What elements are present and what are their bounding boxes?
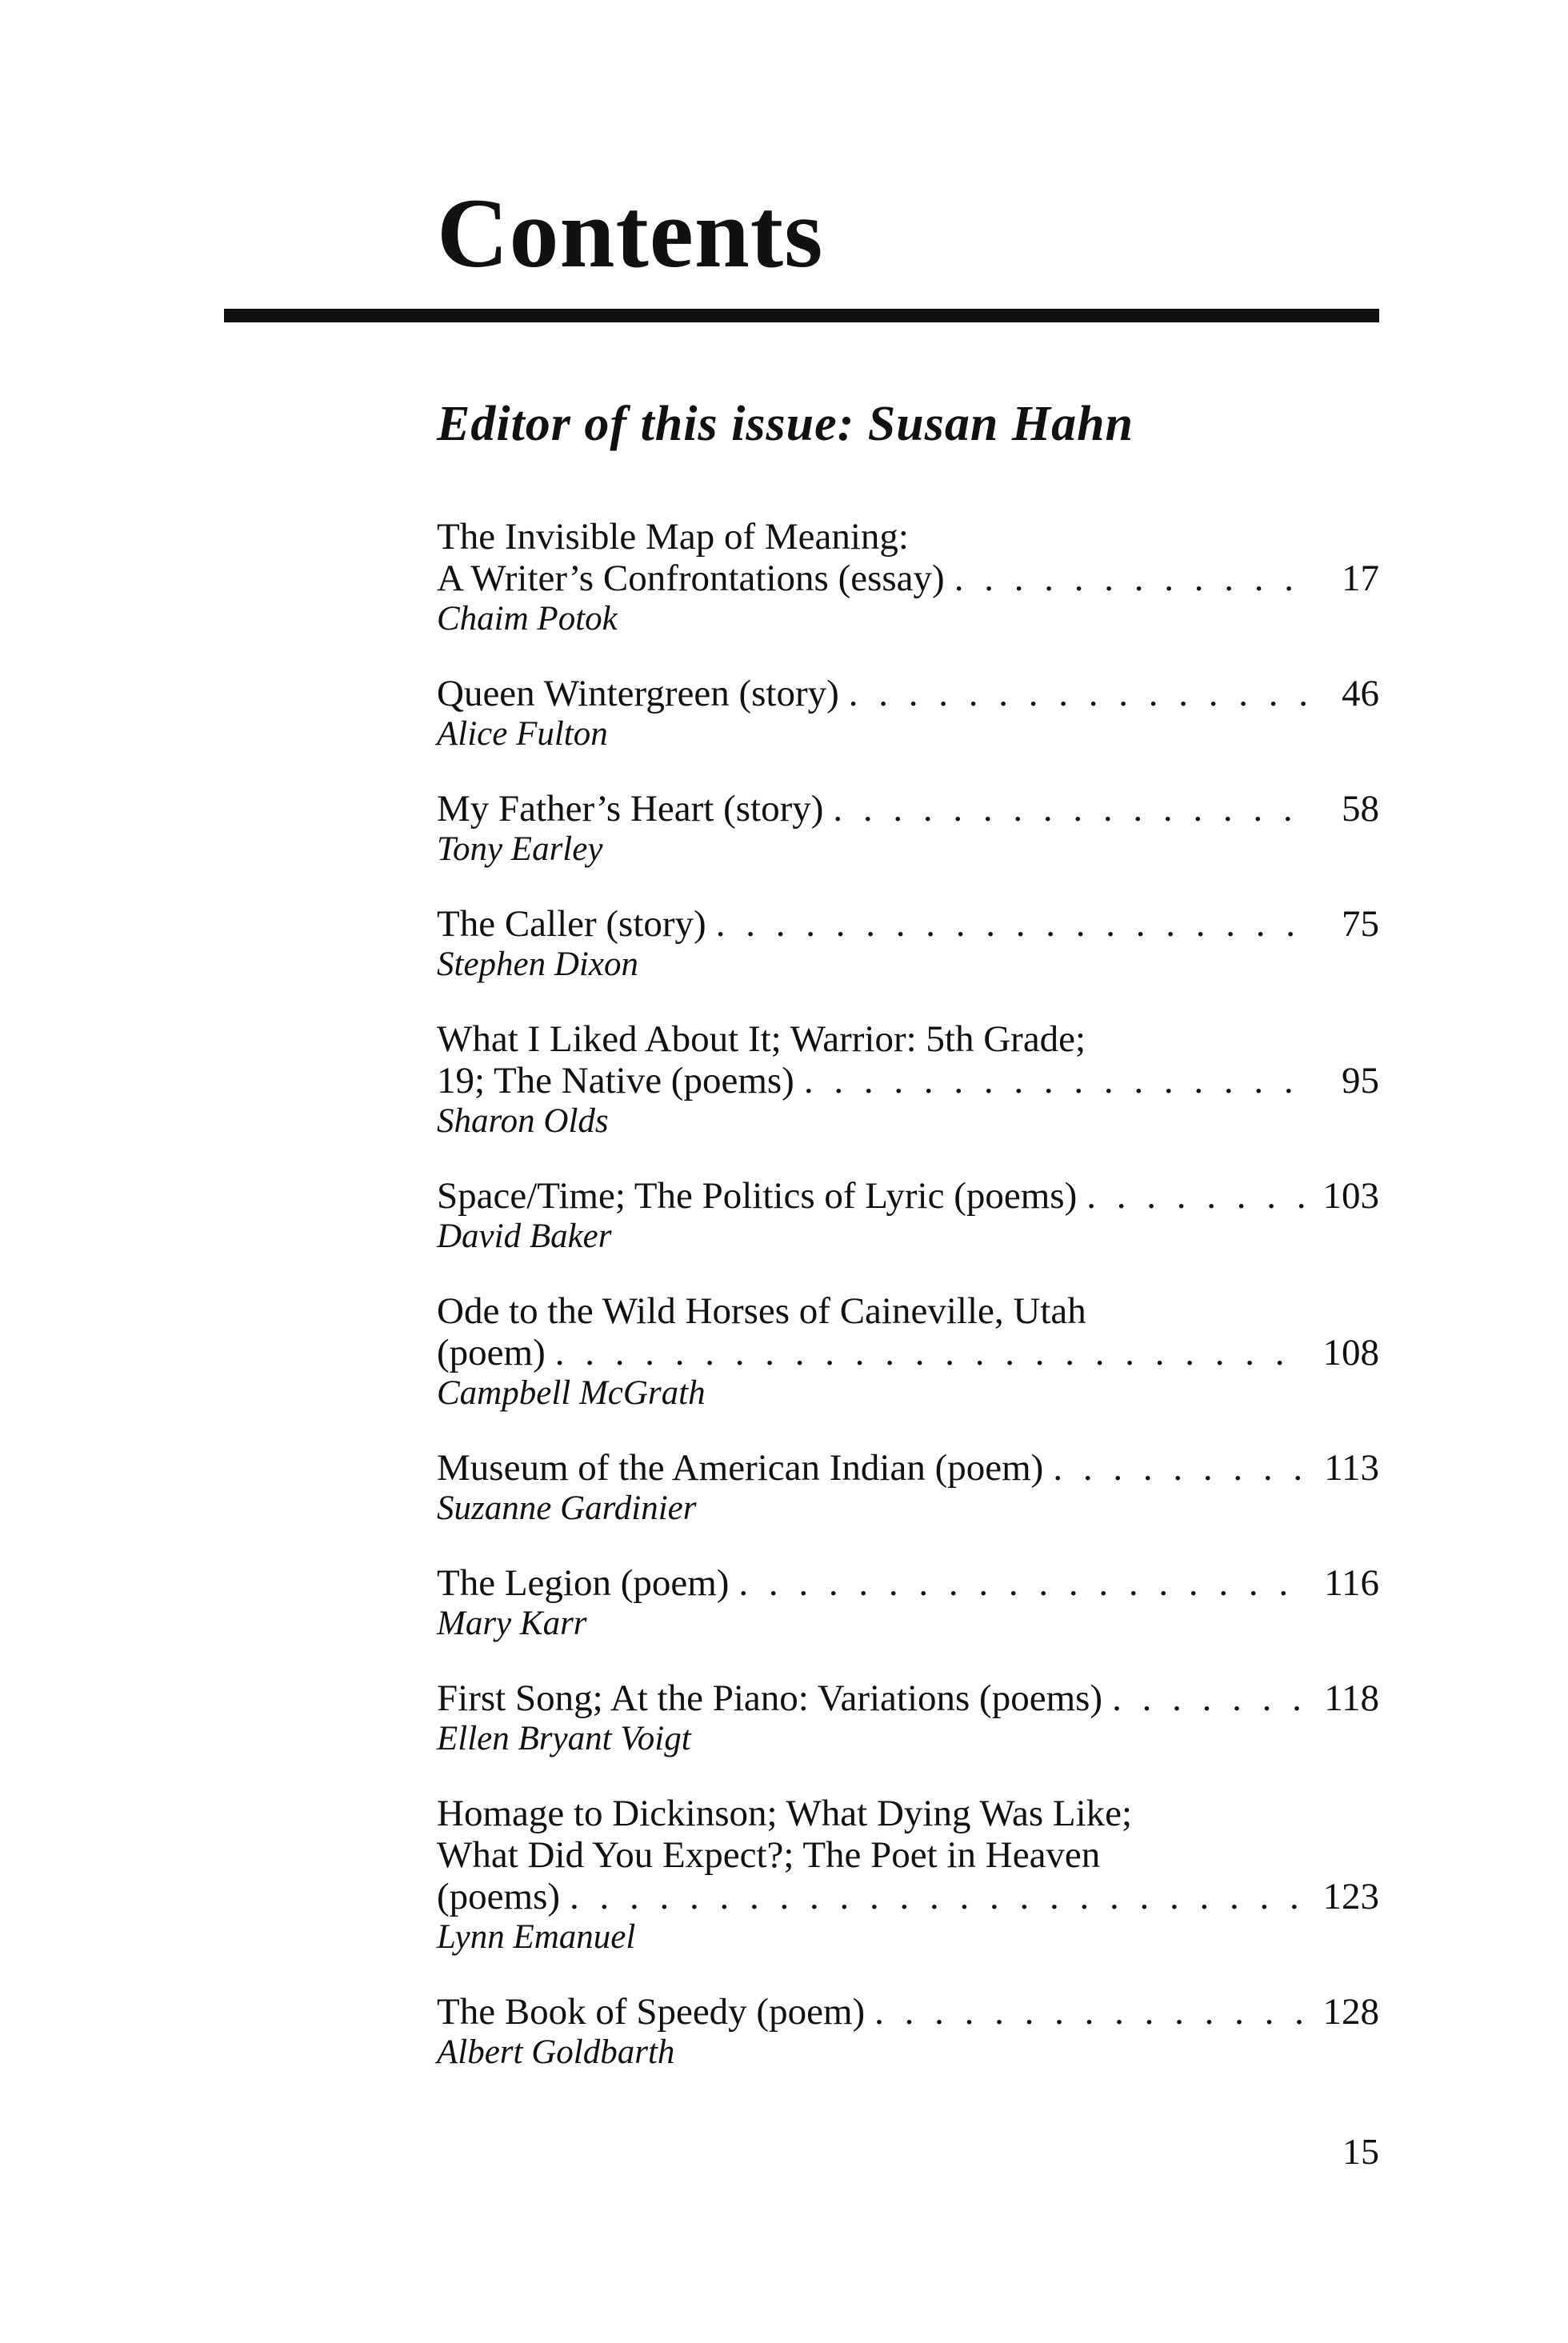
entry-page-number: 58 [1342, 788, 1379, 830]
entry-author: Albert Goldbarth [437, 2033, 675, 2071]
entry-page-number: 116 [1324, 1562, 1379, 1604]
entry-title-line: What I Liked About It; Warrior: 5th Grade; [437, 1018, 1086, 1060]
page-title: Contents [437, 178, 824, 288]
entry-page-number: 103 [1322, 1175, 1379, 1217]
entry-title-line: Museum of the American Indian (poem) [437, 1447, 1044, 1489]
entry-page-number: 46 [1342, 673, 1379, 714]
dot-leader [738, 1562, 1307, 1604]
entry-page-number: 108 [1322, 1332, 1379, 1373]
entry-title-line: The Invisible Map of Meaning: [437, 516, 909, 558]
entry-author: Lynn Emanuel [437, 1918, 636, 1956]
entry-title-row [437, 1876, 1379, 1917]
table-of-contents [437, 516, 1379, 2106]
toc-entry [437, 1447, 1379, 1529]
entry-title-row [437, 1991, 1379, 2033]
entry-title-line: What Did You Expect?; The Poet in Heaven [437, 1834, 1101, 1876]
entry-page-number: 75 [1342, 903, 1379, 945]
entry-title-row [437, 788, 1379, 830]
toc-entry [437, 788, 1379, 870]
entry-title-line: 19; The Native (poems) [437, 1060, 794, 1102]
entry-title-line: Queen Wintergreen (story) [437, 673, 839, 714]
dot-leader [833, 788, 1307, 830]
editor-line: Editor of this issue: Susan Hahn [437, 397, 1134, 451]
toc-entry [437, 903, 1379, 985]
entry-title-line: My Father’s Heart (story) [437, 788, 824, 830]
dot-leader [1053, 1447, 1307, 1489]
entry-title-line: First Song; At the Piano: Variations (poems) [437, 1677, 1103, 1719]
dot-leader [954, 558, 1307, 599]
dot-leader [570, 1876, 1307, 1917]
entry-title-line: (poem) [437, 1332, 546, 1373]
entry-title-line: Homage to Dickinson; What Dying Was Like; [437, 1793, 1133, 1834]
entry-title-row [437, 1175, 1379, 1217]
entry-page-number: 95 [1342, 1060, 1379, 1102]
entry-author: Tony Earley [437, 830, 603, 868]
entry-title-line: The Caller (story) [437, 903, 706, 945]
entry-author: Sharon Olds [437, 1102, 609, 1140]
entry-author: Chaim Potok [437, 600, 618, 638]
entry-title-row [437, 1677, 1379, 1719]
entry-author: Campbell McGrath [437, 1374, 706, 1412]
entry-page-number: 128 [1322, 1991, 1379, 2033]
entry-title-line: The Legion (poem) [437, 1562, 730, 1604]
entry-title-row [437, 1447, 1379, 1489]
entry-title-line: Ode to the Wild Horses of Caineville, Utah [437, 1290, 1086, 1332]
entry-title-line: (poems) [437, 1876, 561, 1917]
entry-title-row [437, 673, 1379, 714]
entry-title-line: A Writer’s Confrontations (essay) [437, 558, 945, 599]
entry-title-line: Space/Time; The Politics of Lyric (poems) [437, 1175, 1078, 1217]
entry-title-line: The Book of Speedy (poem) [437, 1991, 866, 2033]
entry-title-row [437, 1332, 1379, 1373]
title-rule [224, 309, 1379, 322]
toc-entry [437, 1175, 1379, 1257]
entry-page-number: 123 [1322, 1876, 1379, 1917]
dot-leader [874, 1991, 1307, 2033]
entry-author: Ellen Bryant Voigt [437, 1720, 691, 1757]
dot-leader [1086, 1175, 1307, 1217]
entry-author: Mary Karr [437, 1605, 587, 1642]
dot-leader [716, 903, 1307, 945]
toc-entry [437, 516, 1379, 639]
entry-author: Suzanne Gardinier [437, 1489, 697, 1527]
entry-author: Stephen Dixon [437, 946, 638, 983]
entry-page-number: 118 [1324, 1677, 1379, 1719]
toc-entry [437, 1290, 1379, 1413]
toc-entry [437, 673, 1379, 754]
dot-leader [804, 1060, 1307, 1102]
toc-entry [437, 1677, 1379, 1759]
toc-entry [437, 1793, 1379, 1957]
entry-page-number: 113 [1324, 1447, 1379, 1489]
dot-leader [849, 673, 1307, 714]
toc-entry [437, 1018, 1379, 1142]
entry-author: Alice Fulton [437, 715, 608, 753]
page-number: 15 [1342, 2131, 1379, 2172]
entry-title-row [437, 558, 1379, 599]
dot-leader [1112, 1677, 1307, 1719]
entry-author: David Baker [437, 1217, 612, 1255]
entry-title-row [437, 1060, 1379, 1102]
entry-page-number: 17 [1342, 558, 1379, 599]
toc-entry [437, 1562, 1379, 1644]
toc-entry [437, 1991, 1379, 2073]
entry-title-row [437, 1562, 1379, 1604]
dot-leader [555, 1332, 1307, 1373]
entry-title-row [437, 903, 1379, 945]
